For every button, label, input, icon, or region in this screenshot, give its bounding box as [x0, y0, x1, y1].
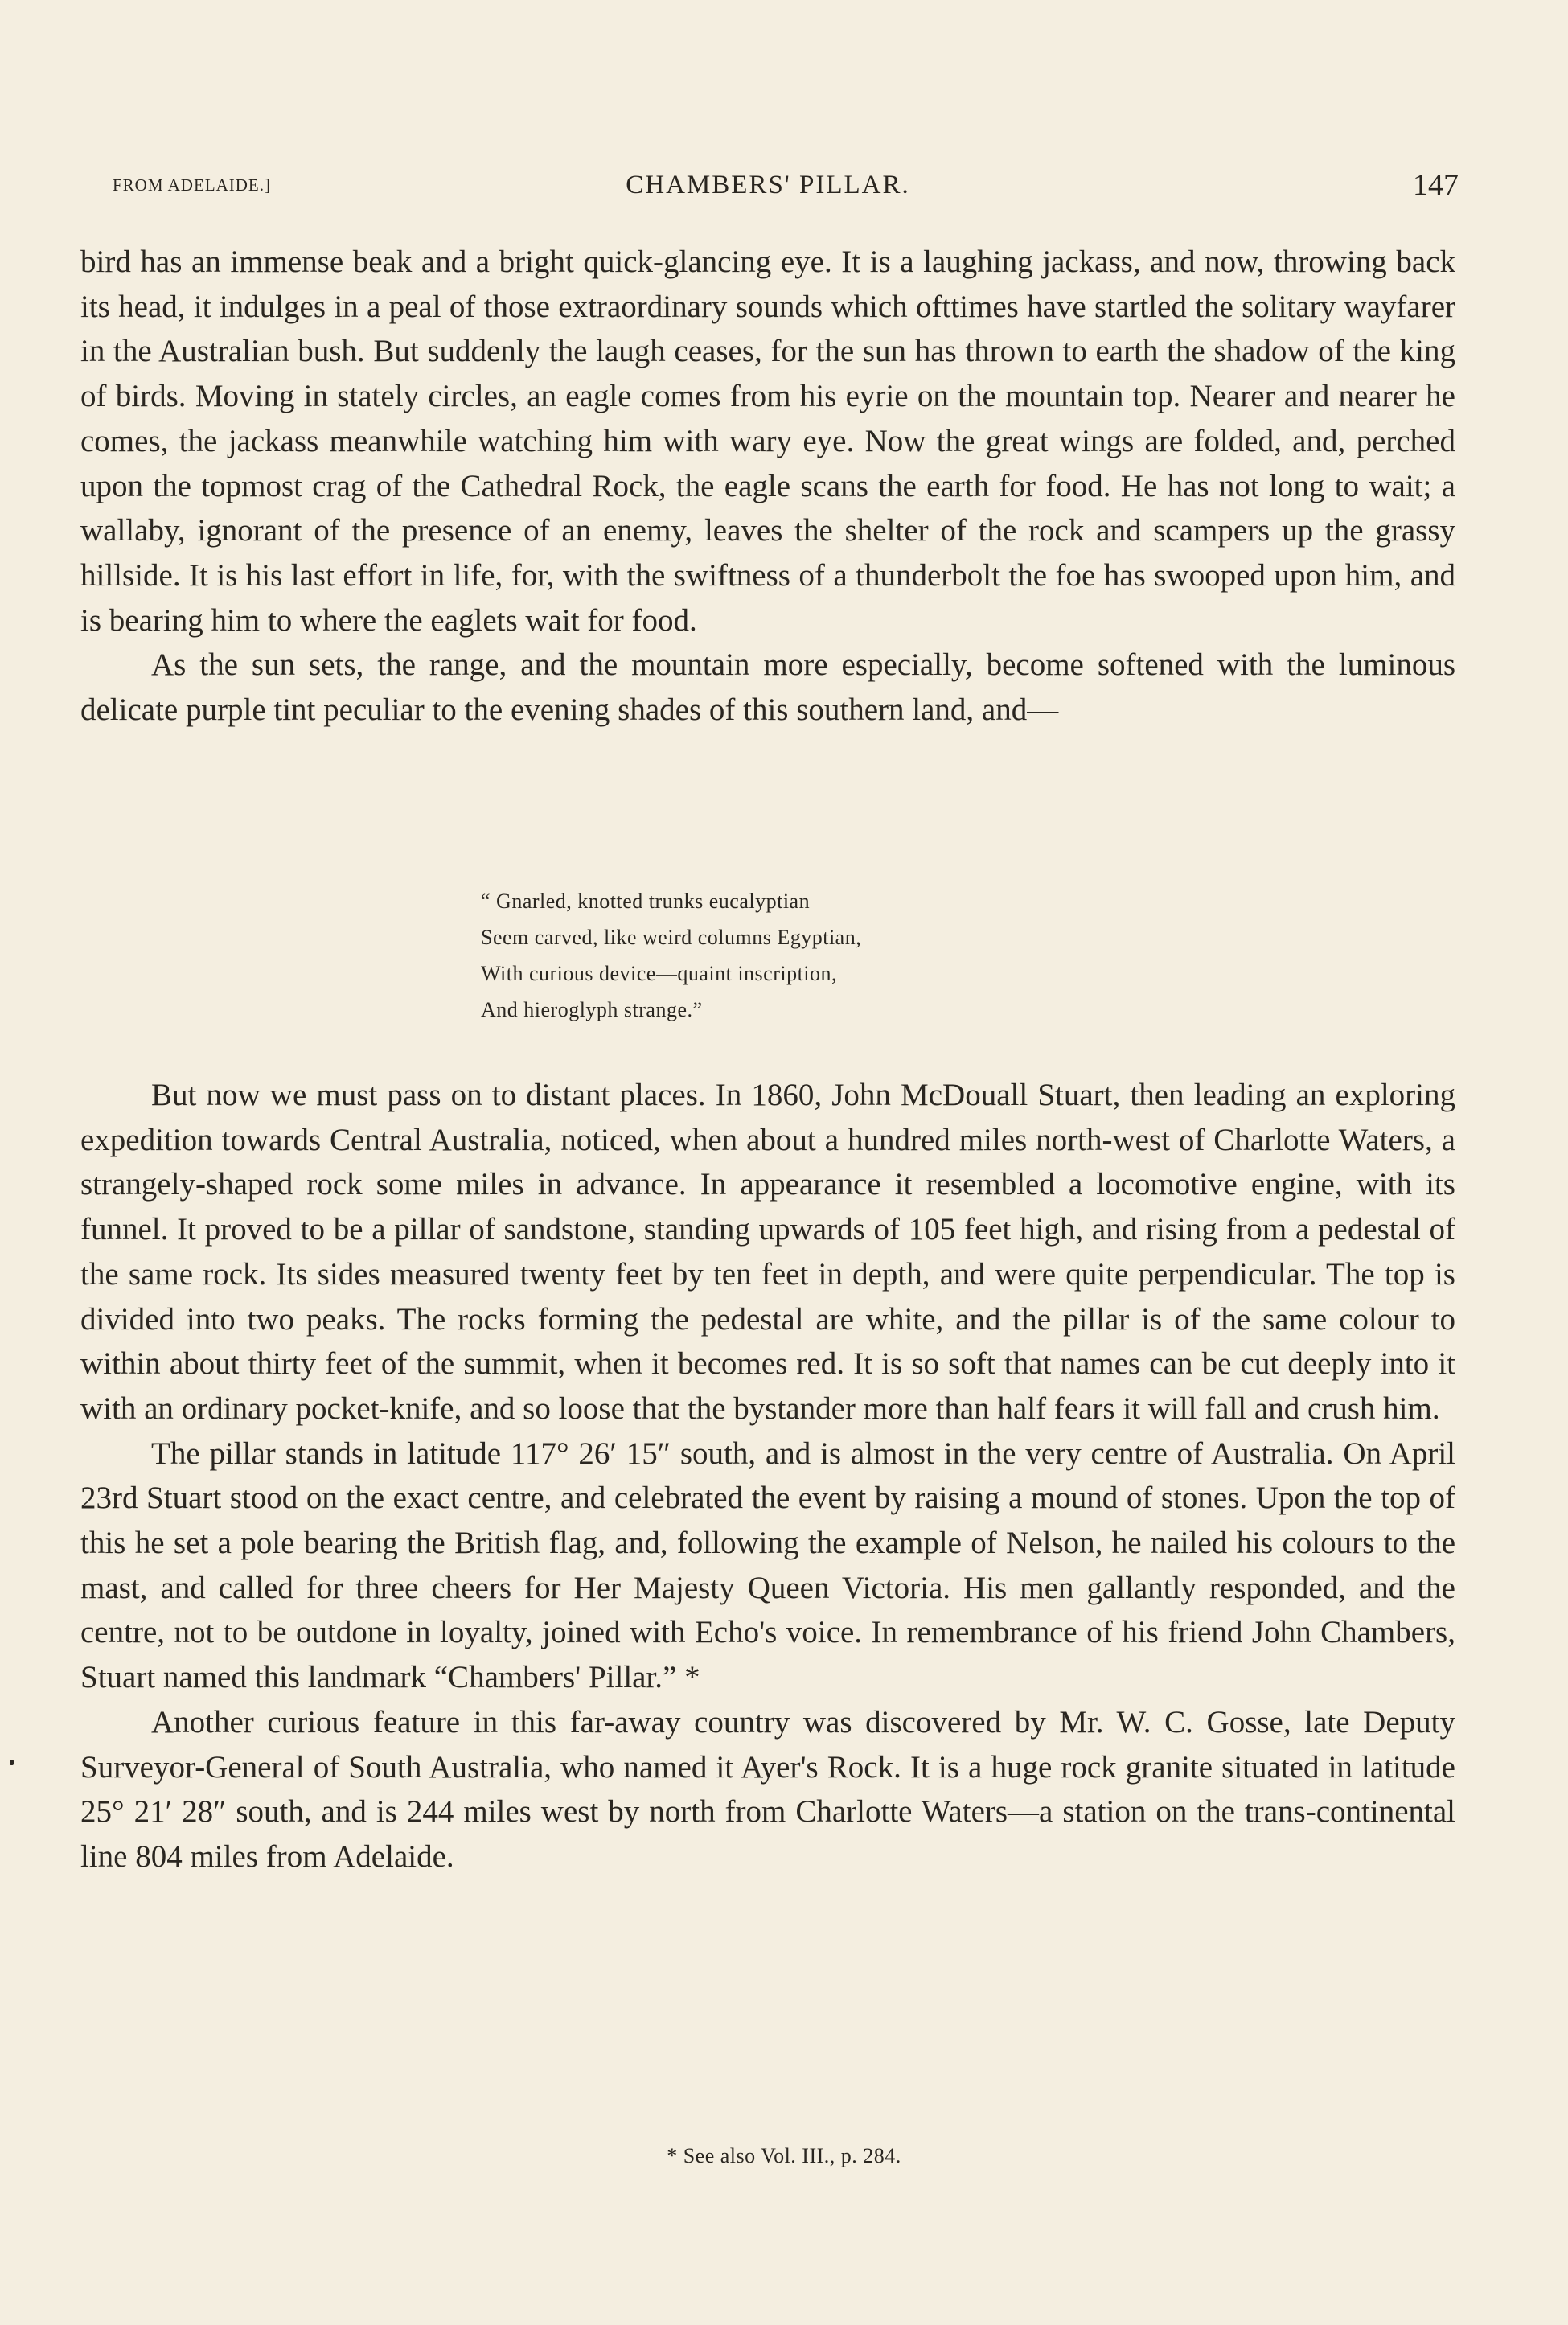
- paragraph: bird has an immense beak and a bright quick-glancing eye. It is a laughing jackass, and now, throwing back its head, it indulges in a peal of those extraordinary sounds which ofttimes have startled the solitary wayfarer in the Australian bush. But suddenly the laugh ceases, for the sun has thrown to earth the shadow of the king of birds. Moving in stately circles, an eagle comes from his eyrie on the mountain top. Nearer and nearer he comes, the jackass meanwhile watching him with wary eye. Now the great wings are folded, and, perched upon the topmost crag of the Cathedral Rock, the eagle scans the earth for food. He has not long to wait; a wallaby, ignorant of the presence of an enemy, leaves the shelter of the rock and scampers up the grassy hillside. It is his last effort in life, for, with the swiftness of a thunderbolt the foe has swooped upon him, and is bearing him to where the eaglets wait for food.: [80, 244, 1455, 638]
- paragraph: But now we must pass on to distant places. In 1860, John McDouall Stuart, then leading an exploring expedition towards Central Australia, noticed, when about a hundred miles north-west of Charlotte Waters, a strangely-shaped rock some miles in advance. In appearance it resembled a locomotive engine, with its funnel. It proved to be a pillar of sandstone, standing upwards of 105 feet high, and rising from a pedestal of the same rock. Its sides measured twenty feet by ten feet in depth, and were quite perpendicular. The top is divided into two peaks. The rocks forming the pedestal are white, and the pillar is of the same colour to within about thirty feet of the summit, when it becomes red. It is so soft that names can be cut deeply into it with an ordinary pocket-knife, and so loose that the bystander more than half fears it will fall and crush him.: [80, 1078, 1455, 1426]
- text-block-top: [80, 240, 1455, 733]
- margin-speck: [10, 1760, 14, 1765]
- paragraph: Another curious feature in this far-away country was discovered by Mr. W. C. Gosse, late Deputy Surveyor-General of South Australia, who named it Ayer's Rock. It is a huge rock granite situated in latitude 25° 21′ 28″ south, and is 244 miles west by north from Charlotte Waters—a station on the trans-continental line 804 miles from Adelaide.: [80, 1704, 1455, 1874]
- poem-line: “ Gnarled, knotted trunks eucalyptian: [481, 889, 811, 913]
- poem-quotation: [481, 883, 861, 1028]
- header-title: CHAMBERS' PILLAR.: [626, 170, 910, 199]
- page-number: 147: [1413, 168, 1459, 202]
- header-section-label: FROM ADELAIDE.]: [113, 175, 271, 195]
- paragraph: The pillar stands in latitude 117° 26′ 15″ south, and is almost in the very centre of Australia. On April 23rd Stuart stood on the exact centre, and celebrated the event by raising a mound of stones. Upon the top of this he set a pole bearing the British flag, and, following the example of Nelson, he nailed his colours to the mast, and called for three cheers for Her Majesty Queen Victoria. His men gallantly responded, and the centre, not to be outdone in loyalty, joined with Echo's voice. In remembrance of his friend John Chambers, Stuart named this landmark “Chambers' Pillar.” *: [80, 1436, 1455, 1695]
- paragraph: As the sun sets, the range, and the mountain more especially, become softened with the luminous delicate purple tint peculiar to the evening shades of this southern land, and—: [80, 647, 1455, 728]
- poem-line: With curious device—quaint inscription,: [481, 962, 838, 985]
- poem-line: And hieroglyph strange.”: [481, 998, 703, 1021]
- footnote: * See also Vol. III., p. 284.: [667, 2144, 901, 2167]
- poem-line: Seem carved, like weird columns Egyptian,: [481, 926, 862, 949]
- running-header: [80, 168, 1459, 211]
- text-block-bottom: [80, 1073, 1455, 1879]
